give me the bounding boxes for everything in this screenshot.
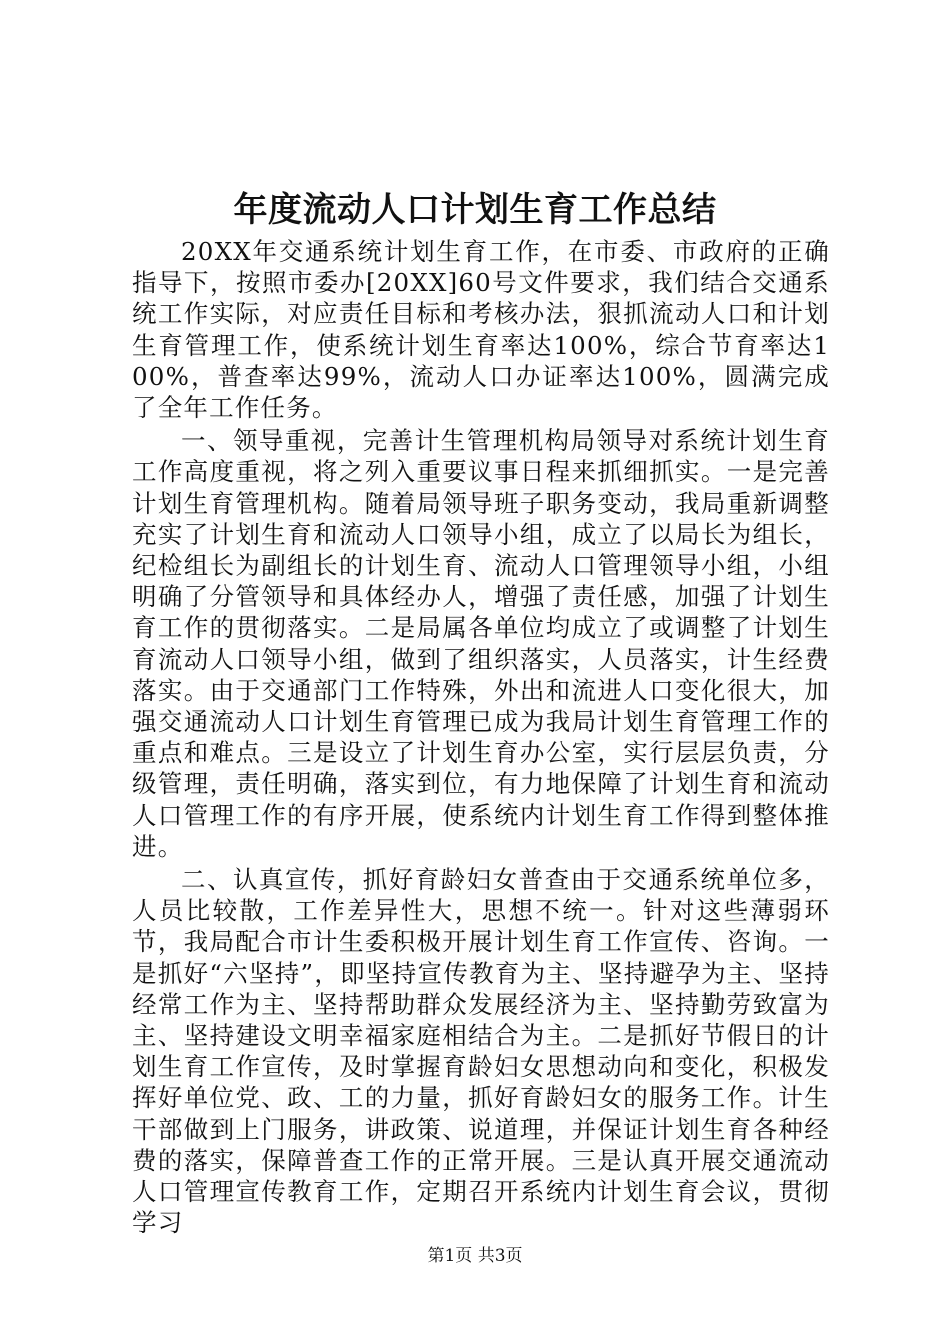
paragraph: 二、认真宣传，抓好育龄妇女普查由于交通系统单位多，人员比较散，工作差异性大，思想不统一。针对这些薄弱环节，我局配合市计生委积极开展计划生育工作宣传、咨询。一是抓好“六坚持”，即坚持宣传教育为主、坚持避孕为主、坚持经常工作为主、坚持帮助群众发展经济为主、坚持勤劳致富为主、坚持建设文明幸福家庭相结合为主。二是抓好节假日的计划生育工作宣传，及时掌握育龄妇女思想动向和变化，积极发挥好单位党、政、工的力量，抓好育龄妇女的服务工作。计生干部做到上门服务，讲政策、说道理，并保证计划生育各种经费的落实，保障普查工作的正常开展。三是认真开展交通流动人口管理宣传教育工作，定期召开系统内计划生育会议，贯彻学习 bbox=[132, 865, 830, 1238]
page-number-footer: 第1页 共3页 bbox=[427, 1246, 523, 1266]
document-body bbox=[132, 236, 830, 1239]
paragraph: 20XX年交通系统计划生育工作，在市委、市政府的正确指导下，按照市委办[20XX]60号文件要求，我们结合交通系统工作实际，对应责任目标和考核办法，狠抓流动人口和计划生育管理工作，使系统计划生育率达100%，综合节育率达100%，普查率达99%，流动人口办证率达100%，圆满完成了全年工作任务。 bbox=[132, 237, 830, 423]
paragraph: 一、领导重视，完善计生管理机构局领导对系统计划生育工作高度重视，将之列入重要议事日程来抓细抓实。一是完善计划生育管理机构。随着局领导班子职务变动，我局重新调整充实了计划生育和流动人口领导小组，成立了以局长为组长，纪检组长为副组长的计划生育、流动人口管理领导小组，小组明确了分管领导和具体经办人，增强了责任感，加强了计划生育工作的贯彻落实。二是局属各单位均成立了或调整了计划生育流动人口领导小组，做到了组织落实，人员落实，计生经费落实。由于交通部门工作特殊，外出和流进人口变化很大，加强交通流动人口计划生育管理已成为我局计划生育管理工作的重点和难点。三是设立了计划生育办公室，实行层层负责，分级管理，责任明确，落实到位，有力地保障了计划生育和流动人口管理工作的有序开展，使系统内计划生育工作得到整体推进。 bbox=[132, 426, 830, 861]
document-title: 年度流动人口计划生育工作总结 bbox=[233, 190, 717, 230]
